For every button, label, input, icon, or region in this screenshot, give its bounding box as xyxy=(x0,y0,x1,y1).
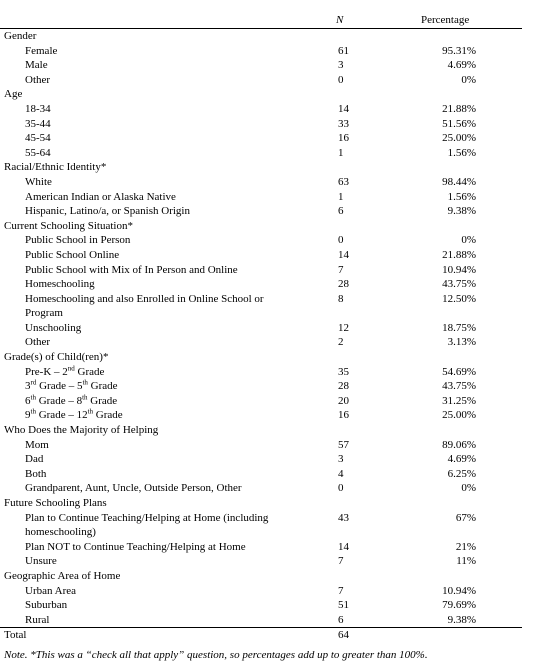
category-row xyxy=(0,423,552,438)
percentage-cell: 43.75% xyxy=(442,380,476,393)
percentage-cell: 95.31% xyxy=(442,44,476,57)
category-label: Gender xyxy=(4,30,37,42)
table-row xyxy=(0,598,552,613)
n-cell: 16 xyxy=(338,409,349,422)
percentage-cell: 6.25% xyxy=(447,467,476,480)
row-label: Suburban xyxy=(25,599,68,612)
category-row xyxy=(0,496,552,511)
row-label: Grandparent, Aunt, Uncle, Outside Person, Other xyxy=(25,482,242,495)
percentage-cell: 43.75% xyxy=(442,278,476,291)
row-label: Hispanic, Latino/a, or Spanish Origin xyxy=(25,205,190,218)
row-label: Other xyxy=(25,336,51,349)
table-row xyxy=(0,452,552,467)
percentage-column-header: Percentage xyxy=(421,14,470,26)
percentage-cell: 0% xyxy=(461,482,476,495)
row-label: Both xyxy=(25,467,47,480)
n-cell: 1 xyxy=(338,146,344,159)
row-label: Plan NOT to Continue Teaching/Helping at Home xyxy=(25,540,246,553)
percentage-cell: 31.25% xyxy=(442,394,476,407)
n-cell: 28 xyxy=(338,278,349,291)
table-row xyxy=(0,321,552,336)
percentage-cell: 10.94% xyxy=(442,263,476,276)
n-cell: 61 xyxy=(338,44,349,57)
n-cell: 28 xyxy=(338,380,349,393)
n-cell: 0 xyxy=(338,73,344,86)
table-row xyxy=(0,365,552,380)
percentage-cell: 18.75% xyxy=(442,321,476,334)
n-cell: 0 xyxy=(338,234,344,247)
n-cell: 1 xyxy=(338,190,344,203)
n-cell: 20 xyxy=(338,394,349,407)
percentage-cell: 10.94% xyxy=(442,584,476,597)
percentage-cell: 21.88% xyxy=(442,102,476,115)
n-cell: 14 xyxy=(338,540,349,553)
n-cell: 6 xyxy=(338,613,344,626)
n-cell: 8 xyxy=(338,292,344,305)
row-label: Pre-K – 2nd Grade xyxy=(25,364,105,378)
row-label: 45-54 xyxy=(25,132,51,145)
table-row xyxy=(0,438,552,453)
row-label: Homeschooling and also Enrolled in Online School or Program xyxy=(25,292,264,320)
table-row xyxy=(0,613,552,628)
category-row xyxy=(0,29,552,44)
percentage-cell: 9.38% xyxy=(447,205,476,218)
percentage-cell: 79.69% xyxy=(442,599,476,612)
n-cell: 64 xyxy=(338,629,349,642)
table-row xyxy=(0,277,552,292)
n-cell: 43 xyxy=(338,511,349,524)
row-label: 6th Grade – 8th Grade xyxy=(25,393,118,407)
table-row xyxy=(0,335,552,350)
category-row xyxy=(0,160,552,175)
category-row xyxy=(0,87,552,102)
percentage-cell: 4.69% xyxy=(447,59,476,72)
table-row xyxy=(0,44,552,59)
n-cell: 4 xyxy=(338,467,344,480)
table-row xyxy=(0,292,552,321)
n-cell: 16 xyxy=(338,132,349,145)
table-row xyxy=(0,379,552,394)
row-label: Dad xyxy=(25,453,44,466)
row-label: Public School with Mix of In Person and Online xyxy=(25,263,238,276)
category-label: Who Does the Majority of Helping xyxy=(4,424,159,437)
percentage-cell: 21.88% xyxy=(442,248,476,261)
table-row xyxy=(0,467,552,482)
n-cell: 63 xyxy=(338,175,349,188)
row-label: 18-34 xyxy=(25,102,51,115)
row-label: Plan to Continue Teaching/Helping at Home (including homeschooling) xyxy=(25,511,269,539)
row-label: Public School in Person xyxy=(25,234,131,247)
table-row xyxy=(0,481,552,496)
table-row xyxy=(0,394,552,409)
percentage-cell: 1.56% xyxy=(447,190,476,203)
percentage-cell: 25.00% xyxy=(442,409,476,422)
table-row xyxy=(0,408,552,423)
row-label: 9th Grade – 12th Grade xyxy=(25,407,123,422)
row-label: Unschooling xyxy=(25,321,82,334)
percentage-cell: 1.56% xyxy=(447,146,476,159)
row-label: Public School Online xyxy=(25,248,120,261)
category-label: Geographic Area of Home xyxy=(4,569,121,582)
category-row xyxy=(0,350,552,365)
row-label: 55-64 xyxy=(25,146,51,159)
table-row xyxy=(0,511,552,540)
category-label: Grade(s) of Child(ren)* xyxy=(4,351,109,364)
table-row xyxy=(0,554,552,569)
table-header xyxy=(0,14,522,29)
table-row xyxy=(0,233,552,248)
n-cell: 2 xyxy=(338,336,344,349)
n-cell: 51 xyxy=(338,599,349,612)
category-label: Total xyxy=(4,629,27,642)
table-row xyxy=(0,204,552,219)
category-row xyxy=(0,569,552,584)
row-label: Unsure xyxy=(25,555,57,568)
percentage-cell: 54.69% xyxy=(442,365,476,378)
table-row xyxy=(0,584,552,599)
n-cell: 3 xyxy=(338,59,344,72)
percentage-cell: 4.69% xyxy=(447,453,476,466)
row-label: Other xyxy=(25,73,51,86)
table-body xyxy=(0,29,552,643)
row-label: 3rd Grade – 5th Grade xyxy=(25,378,118,393)
percentage-cell: 0% xyxy=(461,73,476,86)
table-row xyxy=(0,540,552,555)
table-row xyxy=(0,117,552,132)
percentage-cell: 3.13% xyxy=(447,336,476,349)
n-cell: 35 xyxy=(338,365,349,378)
n-cell: 14 xyxy=(338,248,349,261)
category-label: Current Schooling Situation* xyxy=(4,219,133,232)
percentage-cell: 67% xyxy=(455,511,476,524)
percentage-cell: 9.38% xyxy=(447,613,476,626)
table-row xyxy=(0,102,552,117)
row-label: Female xyxy=(25,44,58,57)
category-label: Racial/Ethnic Identity* xyxy=(4,161,107,174)
category-label: Future Schooling Plans xyxy=(4,497,107,509)
percentage-cell: 89.06% xyxy=(442,438,476,451)
n-cell: 33 xyxy=(338,117,349,130)
table-row xyxy=(0,263,552,278)
category-label: Age xyxy=(4,88,23,101)
percentage-cell: 51.56% xyxy=(442,117,476,130)
n-column-header: N xyxy=(336,14,344,26)
table-row xyxy=(0,146,552,161)
percentage-cell: 25.00% xyxy=(442,132,476,145)
percentage-cell: 11% xyxy=(456,555,476,568)
table-row xyxy=(0,58,552,73)
row-label: Homeschooling xyxy=(25,278,95,291)
row-label: Male xyxy=(25,59,48,72)
table-row xyxy=(0,175,552,190)
percentage-cell: 0% xyxy=(461,234,476,247)
total-row xyxy=(0,628,552,643)
row-label: 35-44 xyxy=(25,117,51,130)
n-cell: 3 xyxy=(338,453,344,466)
row-label: White xyxy=(25,175,52,188)
table-row xyxy=(0,131,552,146)
row-label: Rural xyxy=(25,613,50,626)
table-row xyxy=(0,190,552,205)
table-row xyxy=(0,73,552,88)
category-row xyxy=(0,219,552,234)
n-cell: 12 xyxy=(338,321,349,334)
percentage-cell: 98.44% xyxy=(442,175,476,188)
row-label: Urban Area xyxy=(25,584,77,597)
table-note: Note. *This was a “check all that apply” question, so percentages add up to greater than 100%. xyxy=(4,649,428,661)
n-cell: 7 xyxy=(338,263,344,276)
row-label: Mom xyxy=(25,438,49,451)
n-cell: 7 xyxy=(338,555,344,568)
row-label: American Indian or Alaska Native xyxy=(25,190,176,203)
table-row xyxy=(0,248,552,263)
n-cell: 14 xyxy=(338,102,349,115)
n-cell: 57 xyxy=(338,438,349,451)
percentage-cell: 21% xyxy=(455,540,476,553)
n-cell: 7 xyxy=(338,584,344,597)
percentage-cell: 12.50% xyxy=(442,292,476,305)
n-cell: 6 xyxy=(338,205,344,218)
n-cell: 0 xyxy=(338,482,344,495)
